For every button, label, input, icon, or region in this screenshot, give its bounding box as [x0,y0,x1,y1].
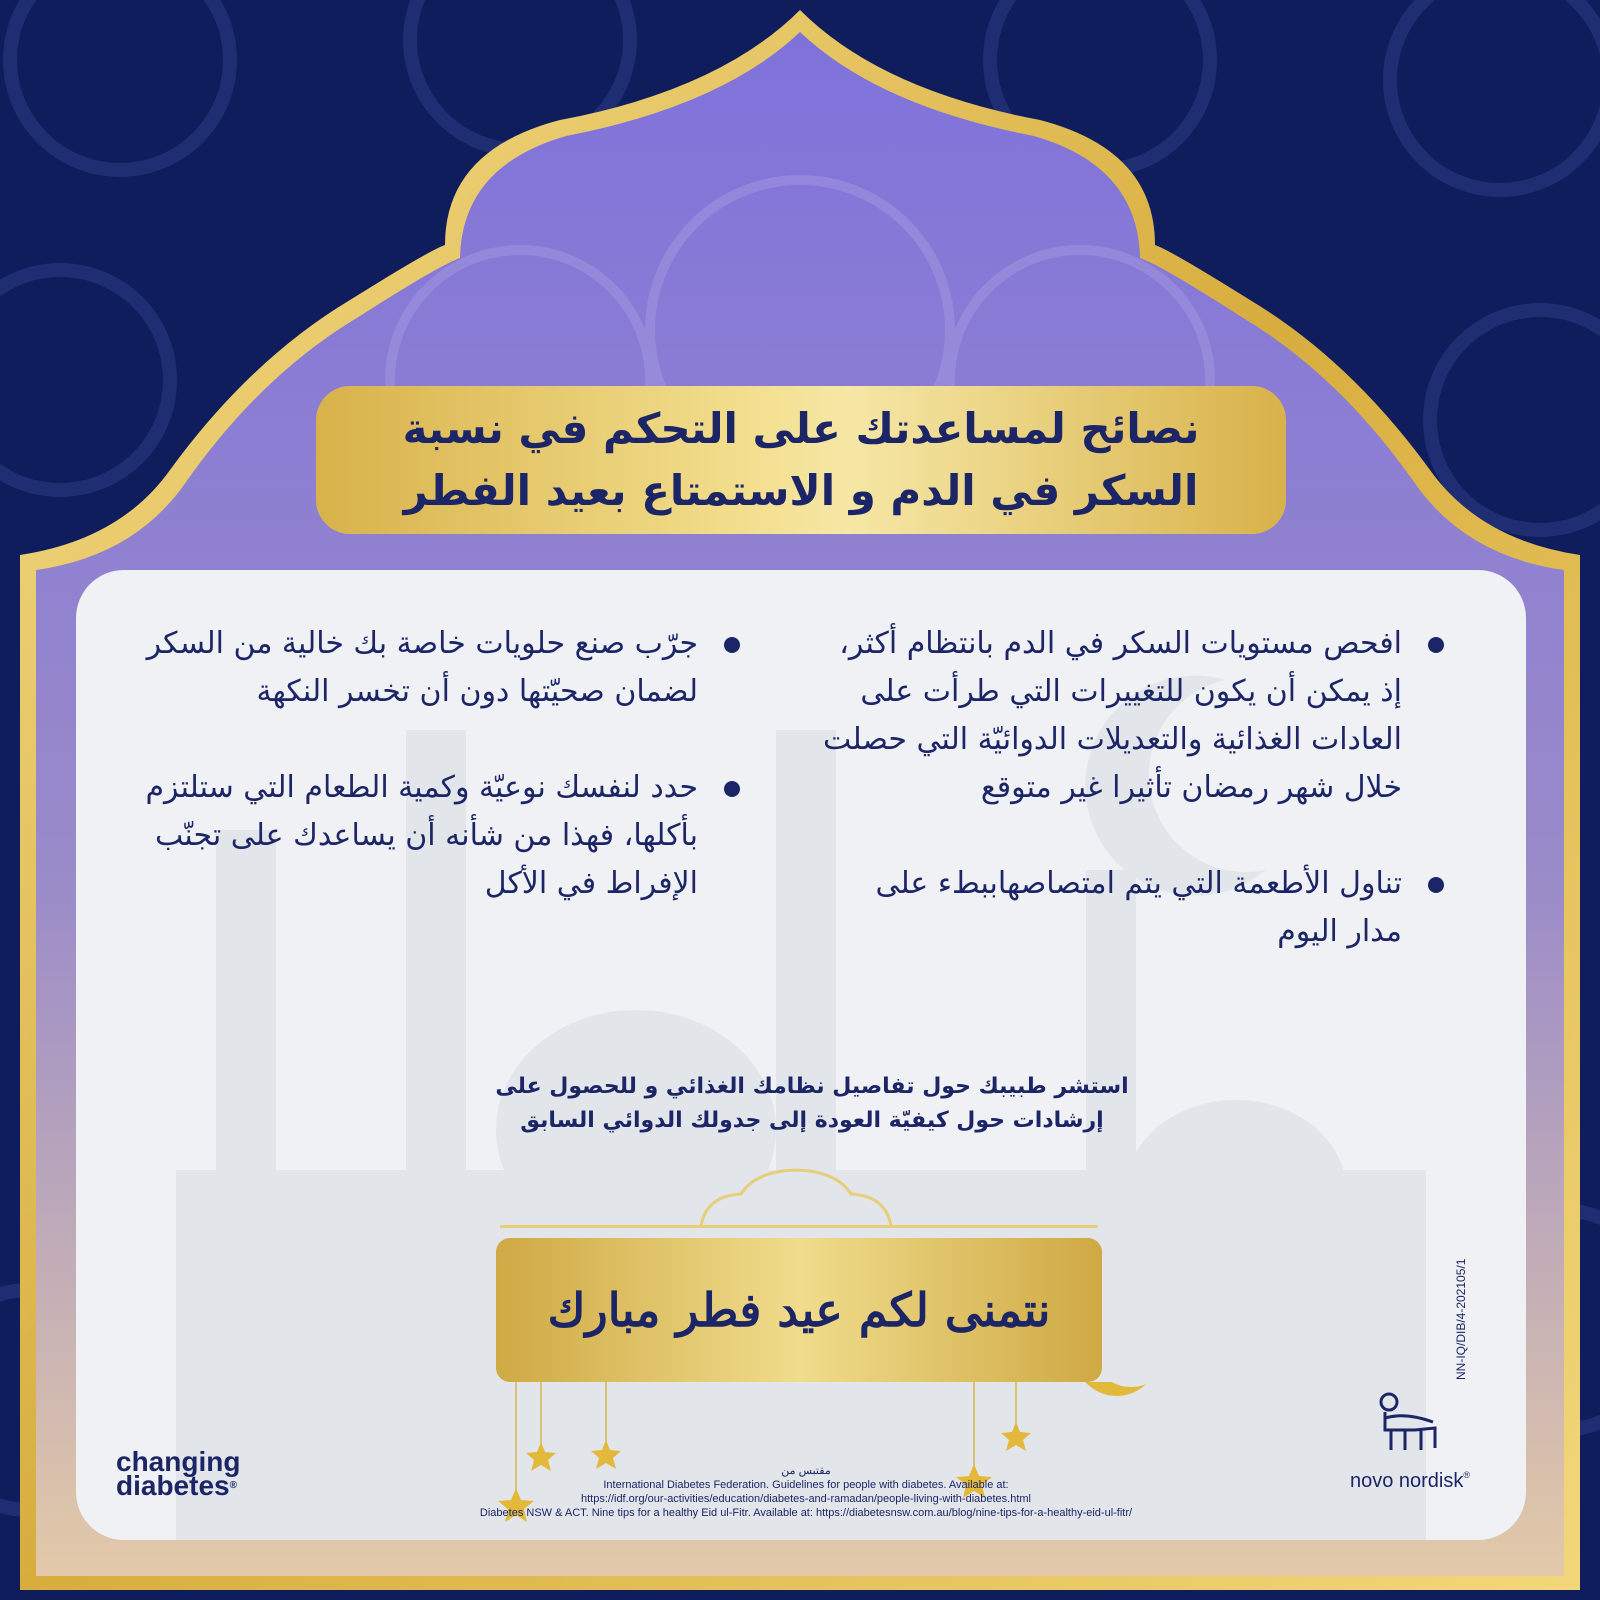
references-label: مقتبس من [781,1465,831,1477]
logo-line: changing [116,1446,241,1477]
logo-word: novo nordisk [1349,1470,1464,1492]
novo-nordisk-logo [1340,1390,1480,1493]
bull-icon [1375,1390,1445,1464]
tip-item: جرّب صنع حلويات خاصة بك خالية من السكر لضمان صحيّتها دون أن تخسر النكهة [106,620,698,716]
greeting-text: نتمنى لكم عيد فطر مبارك [547,1283,1051,1337]
tips-left-column [106,620,742,956]
tips-right-column [818,620,1446,1004]
reference-line: International Diabetes Federation. Guidelines for people with diabetes. Available at: [603,1479,1009,1491]
title-plate [316,386,1286,534]
greeting-plate [496,1238,1102,1382]
reference-line: Diabetes NSW & ACT. Nine tips for a healthy Eid ul-Fitr. Available at: https://diabetesnsw.com.au/blog/nine-tips-for-a-healthy-eid-ul-fitr/ [479,1507,1133,1519]
tip-item: تناول الأطعمة التي يتم امتصاصهاببطء على مدار اليوم [818,860,1402,956]
changing-diabetes-logo [116,1446,241,1501]
consult-note: استشر طبيبك حول تفاصيل نظامك الغذائي و للحصول على إرشادات حول كيفيّة العودة إلى جدولك الدوائي السابق [495,1074,1129,1133]
content-card [76,570,1526,1540]
reference-line: https://idf.org/our-activities/education/diabetes-and-ramadan/people-living-with-diabetes.html [580,1493,1032,1505]
crescent-icon [1075,1382,1146,1396]
document-code: NN-IQ/DIB/4-202105/1 [1454,1258,1468,1380]
page-title: نصائح لمساعدتك على التحكم في نسبة السكر في الدم و الاستمتاع بعيد الفطر [402,404,1200,515]
registered-mark: ® [229,1480,237,1491]
logo-line [116,1470,240,1501]
dome-ornament [696,1166,896,1228]
logo-word: diabetes [116,1470,230,1501]
references [376,1464,1236,1520]
star-icon [1001,1422,1031,1451]
tip-item: حدد لنفسك نوعيّة وكمية الطعام التي ستلتزم بأكلها، فهذا من شأنه أن يساعدك على تجنّب الإفراط في الأكل [106,764,698,908]
tip-item: افحص مستويات السكر في الدم بانتظام أكثر، إذ يمكن أن يكون للتغييرات التي طرأت على العادات الغذائية والتعديلات الدوائيّة التي حصلت خلال شهر رمضان تأثيرا غير متوقع [818,620,1402,812]
registered-mark: ® [1463,1470,1471,1480]
